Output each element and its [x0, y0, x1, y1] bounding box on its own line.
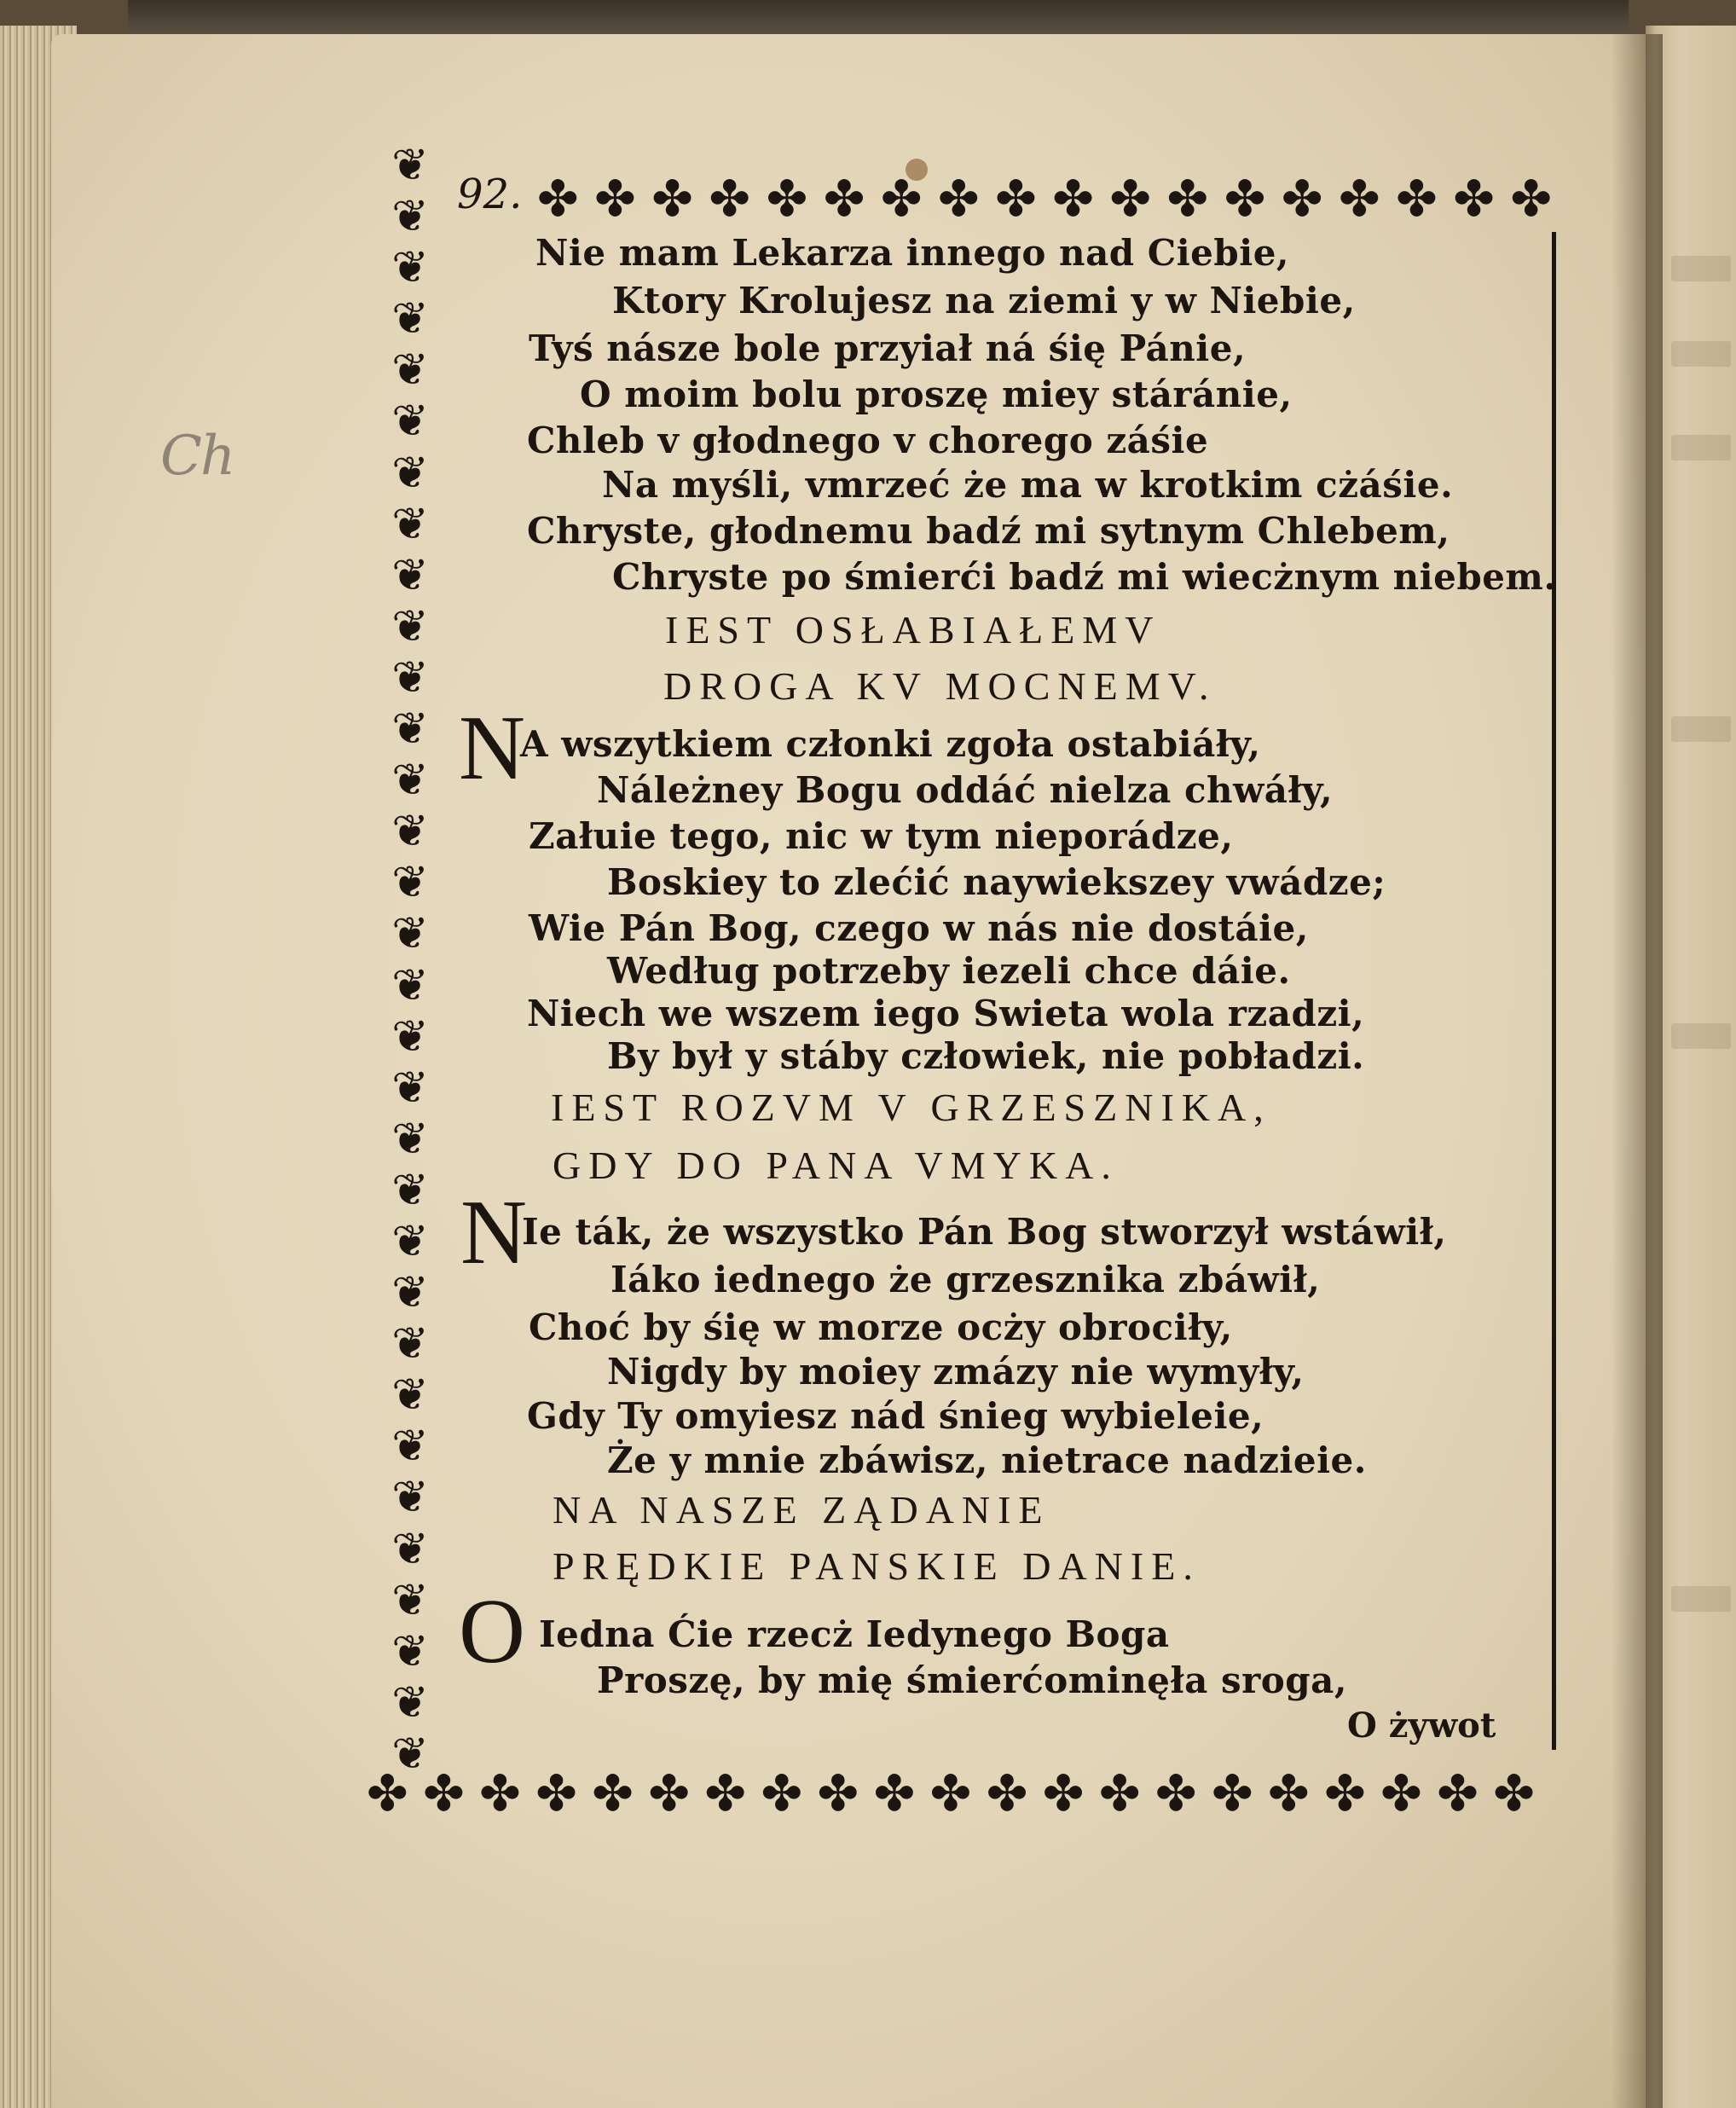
verse-line: Nie mam Lekarza innego nad Ciebie,: [535, 232, 1290, 274]
fleuron-ornament: ✤: [929, 1764, 972, 1822]
fleuron-ornament: ✤: [1042, 1764, 1085, 1822]
margin-annotation: Ch: [160, 425, 234, 488]
fleuron-ornament: ✤: [823, 170, 865, 228]
fleuron-ornament: ✤: [1211, 1764, 1253, 1822]
facing-show-through: [1671, 341, 1731, 367]
drop-initial: O: [459, 1581, 525, 1682]
fleuron-ornament: ✤: [880, 170, 923, 228]
verse-line: Ie ták, że wszystko Pán Bog stworzył wstáwił,: [522, 1211, 1447, 1253]
fleuron-ornament: ✤: [479, 1764, 521, 1822]
fleuron-ornament: ✤: [1453, 170, 1495, 228]
verse-line: Ktory Krolujesz na ziemi y w Niebie,: [612, 280, 1356, 321]
fleuron-ornament: ❦: [391, 1625, 429, 1677]
fleuron-ornament: ❦: [391, 549, 429, 601]
fleuron-ornament: ❦: [391, 1164, 429, 1216]
section-heading: PRĘDKIE PANSKIE DANIE.: [553, 1544, 1201, 1588]
fleuron-ornament: ❦: [391, 1113, 429, 1165]
fleuron-ornament: ✤: [1166, 170, 1209, 228]
fleuron-ornament: ✤: [537, 170, 579, 228]
fleuron-ornament: ✤: [535, 1764, 577, 1822]
fleuron-ornament: ✤: [761, 1764, 803, 1822]
fleuron-ornament: ✤: [1380, 1764, 1422, 1822]
fleuron-ornament: ✤: [709, 170, 751, 228]
fleuron-ornament: ✤: [1268, 1764, 1310, 1822]
fleuron-ornament: ❦: [391, 1472, 429, 1524]
fleuron-ornament: ✤: [648, 1764, 690, 1822]
fleuron-ornament: ❦: [391, 1677, 429, 1729]
fleuron-ornament: ❦: [391, 498, 429, 550]
fleuron-ornament: ✤: [367, 1764, 408, 1822]
fleuron-ornament: ✤: [594, 170, 636, 228]
fleuron-ornament: ✤: [1493, 1764, 1535, 1822]
fleuron-ornament: ❦: [391, 1011, 429, 1063]
fleuron-ornament: ❦: [391, 1318, 429, 1370]
drop-initial: N: [460, 1182, 527, 1283]
fleuron-ornament: ✤: [592, 1764, 634, 1822]
ornament-border-left: [373, 140, 447, 1780]
fleuron-ornament: ✤: [1324, 1764, 1366, 1822]
fleuron-ornament: ❦: [391, 908, 429, 960]
verse-line: Chryste, głodnemu badź mi sytnym Chlebem,: [527, 510, 1450, 552]
facing-show-through: [1671, 435, 1731, 460]
fleuron-ornament: ✤: [1109, 170, 1152, 228]
verse-line: Tyś násze bole przyiał ná śię Pánie,: [529, 327, 1247, 369]
fleuron-ornament: ❦: [391, 140, 429, 191]
verse-line: Załuie tego, nic w tym nieporádze,: [529, 815, 1234, 857]
section-heading: DROGA KV MOCNEMV.: [663, 664, 1217, 708]
verse-line: Według potrzeby iezeli chce dáie.: [607, 950, 1291, 992]
verse-line: Boskiey to zlećić naywiekszey vwádze;: [607, 861, 1386, 903]
fleuron-ornament: ✤: [817, 1764, 859, 1822]
verse-line: Gdy Ty omyiesz nád śnieg wybieleie,: [527, 1395, 1264, 1437]
frame-rule-right: [1552, 232, 1556, 1750]
ornament-border-top: [537, 167, 1552, 230]
fleuron-ornament: ✤: [1098, 1764, 1141, 1822]
fleuron-ornament: ✤: [1281, 170, 1323, 228]
fleuron-ornament: ❦: [391, 1215, 429, 1267]
fleuron-ornament: ✤: [423, 1764, 465, 1822]
verse-line: Náleżney Bogu oddáć nielza chwáły,: [597, 769, 1334, 811]
fleuron-ornament: ✤: [1052, 170, 1094, 228]
fleuron-ornament: ✤: [1224, 170, 1266, 228]
facing-show-through: [1671, 1023, 1731, 1049]
section-heading: IEST OSŁABIAŁEMV: [665, 608, 1161, 652]
verse-line: Iáko iednego że grzesznika zbáwił,: [610, 1259, 1321, 1300]
verse-line: Chryste po śmierći badź mi wiecżnym niebem.: [612, 556, 1557, 598]
fleuron-ornament: ❦: [391, 345, 429, 397]
verse-line: Niech we wszem iego Swieta wola rzadzi,: [527, 993, 1365, 1034]
gutter-shadow: [1612, 34, 1663, 2108]
fleuron-ornament: ✤: [873, 1764, 916, 1822]
fleuron-ornament: ❦: [391, 242, 429, 294]
section-heading: IEST ROZVM V GRZESZNIKA,: [551, 1086, 1271, 1129]
verse-line: Wie Pán Bog, czego w nás nie dostáie,: [529, 907, 1309, 949]
fleuron-ornament: ✤: [995, 170, 1037, 228]
verse-line: Iedna Ćie rzecż Iedynego Boga: [539, 1613, 1170, 1655]
fleuron-ornament: ✤: [651, 170, 693, 228]
fleuron-ornament: ✤: [1437, 1764, 1478, 1822]
fleuron-ornament: ❦: [391, 652, 429, 704]
verse-line: A wszytkiem członki zgoła ostabiáły,: [520, 723, 1261, 765]
verse-line: Chleb v głodnego v chorego záśie: [527, 420, 1209, 461]
fleuron-ornament: ❦: [391, 600, 429, 652]
verse-line: Że y mnie zbáwisz, nietrace nadzieie.: [607, 1439, 1367, 1481]
verse-line: Na myśli, vmrzeć że ma w krotkim cżáśie.: [602, 464, 1454, 506]
fleuron-ornament: ❦: [391, 806, 429, 858]
verse-line: Nigdy by moiey zmázy nie wymyły,: [607, 1351, 1305, 1393]
section-heading: NA NASZE ZĄDANIE: [553, 1488, 1050, 1532]
facing-show-through: [1671, 716, 1731, 742]
fleuron-ornament: ❦: [391, 1267, 429, 1319]
catchword: O żywot: [1347, 1706, 1496, 1746]
fleuron-ornament: ❦: [391, 447, 429, 499]
fleuron-ornament: ✤: [766, 170, 808, 228]
book-top-edge: [128, 0, 1629, 36]
fleuron-ornament: ✤: [986, 1764, 1028, 1822]
fleuron-ornament: ❦: [391, 1523, 429, 1575]
verse-line: Choć by śię w morze ocży obrociły,: [529, 1306, 1233, 1348]
fleuron-ornament: ✤: [1338, 170, 1380, 228]
fleuron-ornament: ❦: [391, 1421, 429, 1473]
section-heading: GDY DO PANA VMYKA.: [553, 1144, 1119, 1187]
fleuron-ornament: ✤: [1154, 1764, 1197, 1822]
fleuron-ornament: ✤: [1396, 170, 1438, 228]
verse-line: By był y stáby człowiek, nie pobładzi.: [607, 1035, 1365, 1077]
fleuron-ornament: ❦: [391, 959, 429, 1011]
fleuron-ornament: ❦: [391, 755, 429, 807]
fleuron-ornament: ❦: [391, 1728, 429, 1780]
verse-line: Proszę, by mię śmierćominęła sroga,: [597, 1659, 1347, 1701]
fleuron-ornament: ✤: [1510, 170, 1552, 228]
fleuron-ornament: ✤: [704, 1764, 746, 1822]
fleuron-ornament: ✤: [937, 170, 980, 228]
facing-show-through: [1671, 256, 1731, 281]
facing-show-through: [1671, 1586, 1731, 1612]
fleuron-ornament: ❦: [391, 1370, 429, 1422]
drop-initial: N: [459, 698, 525, 799]
fleuron-ornament: ❦: [391, 396, 429, 448]
fleuron-ornament: ❦: [391, 1062, 429, 1114]
fleuron-ornament: ❦: [391, 1574, 429, 1626]
page-number: 92.: [457, 171, 523, 218]
fleuron-ornament: ❦: [391, 857, 429, 909]
ornament-border-bottom: [367, 1755, 1535, 1832]
fleuron-ornament: ❦: [391, 704, 429, 756]
fleuron-ornament: ❦: [391, 293, 429, 345]
verse-line: O moim bolu proszę miey stáránie,: [580, 374, 1293, 415]
fleuron-ornament: ❦: [391, 191, 429, 243]
